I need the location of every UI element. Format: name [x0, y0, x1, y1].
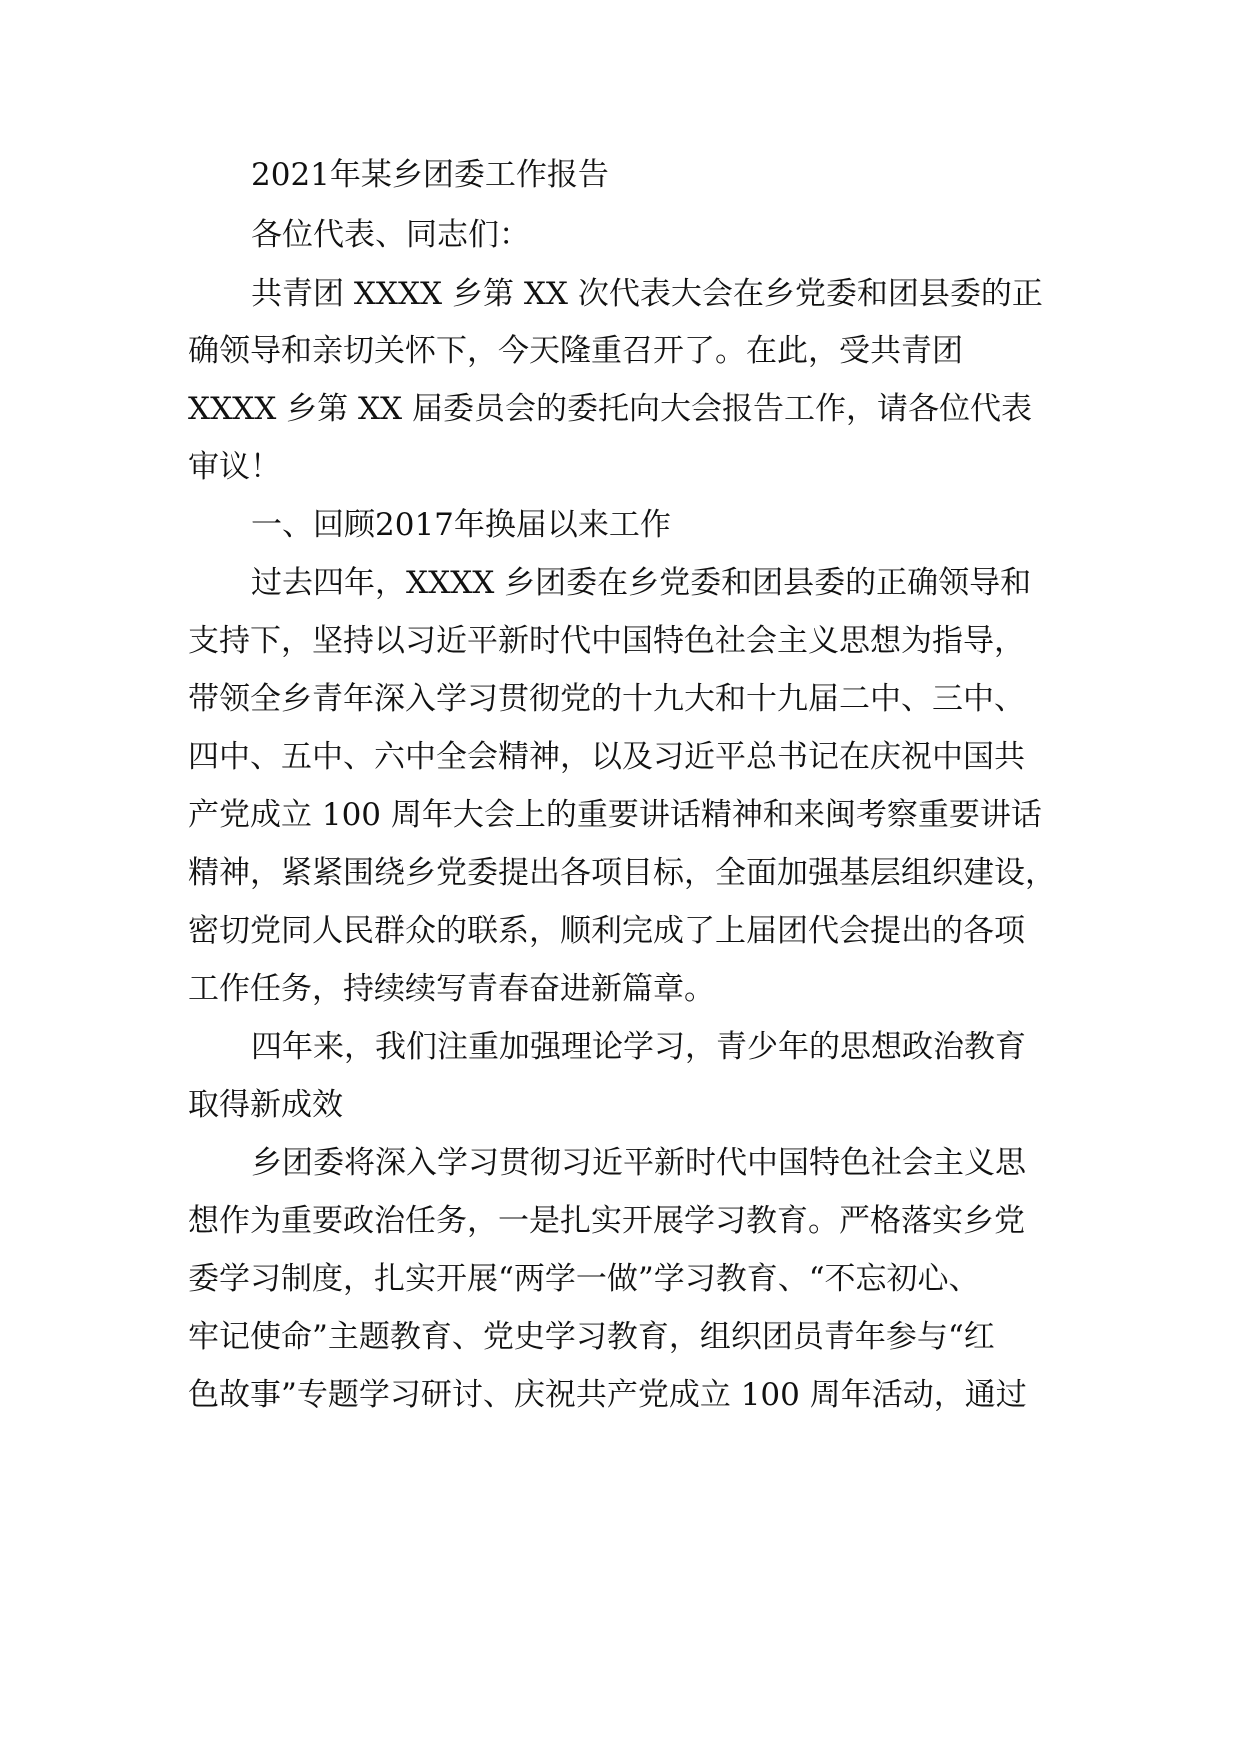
paragraph-line: 支持下，坚持以习近平新时代中国特色社会主义思想为指导， [188, 623, 1025, 659]
paragraph-line: 确领导和亲切关怀下，今天隆重召开了。在此，受共青团 [188, 333, 963, 369]
paragraph-line: 想作为重要政治任务，一是扎实开展学习教育。严格落实乡党 [188, 1203, 1025, 1239]
paragraph-line: 四年来，我们注重加强理论学习，青少年的思想政治教育 [251, 1029, 1026, 1065]
paragraph-line: 牢记使命”主题教育、党史学习教育，组织团员青年参与“红 [188, 1319, 995, 1355]
paragraph-line: 过去四年，XXXX 乡团委在乡党委和团县委的正确领导和 [251, 565, 1032, 601]
paragraph-line: XXXX 乡第 XX 届委员会的委托向大会报告工作，请各位代表 [188, 391, 1032, 427]
paragraph-line: 产党成立 100 周年大会上的重要讲话精神和来闽考察重要讲话 [188, 797, 1042, 833]
paragraph-line: 工作任务，持续续写青春奋进新篇章。 [188, 971, 715, 1007]
paragraph-line: 精神，紧紧围绕乡党委提出各项目标，全面加强基层组织建设， [188, 855, 1056, 891]
paragraph-line: 委学习制度，扎实开展“两学一做”学习教育、“不忘初心、 [188, 1261, 980, 1297]
paragraph-line: 取得新成效 [188, 1087, 343, 1123]
paragraph-line: 色故事”专题学习研讨、庆祝共产党成立 100 周年活动，通过 [188, 1377, 1027, 1413]
document-title: 2021年某乡团委工作报告 [251, 157, 609, 193]
paragraph-line: 带领全乡青年深入学习贯彻党的十九大和十九届二中、三中、 [188, 681, 1025, 717]
paragraph-line: 乡团委将深入学习贯彻习近平新时代中国特色社会主义思 [251, 1145, 1026, 1181]
section-heading: 一、回顾2017年换届以来工作 [251, 507, 671, 543]
paragraph-line: 密切党同人民群众的联系，顺利完成了上届团代会提出的各项 [188, 913, 1025, 949]
paragraph-line: 审议！ [188, 449, 281, 485]
paragraph-line: 共青团 XXXX 乡第 XX 次代表大会在乡党委和团县委的正 [251, 276, 1043, 312]
paragraph-line: 四中、五中、六中全会精神，以及习近平总书记在庆祝中国共 [188, 739, 1025, 775]
salutation: 各位代表、同志们： [251, 217, 530, 253]
